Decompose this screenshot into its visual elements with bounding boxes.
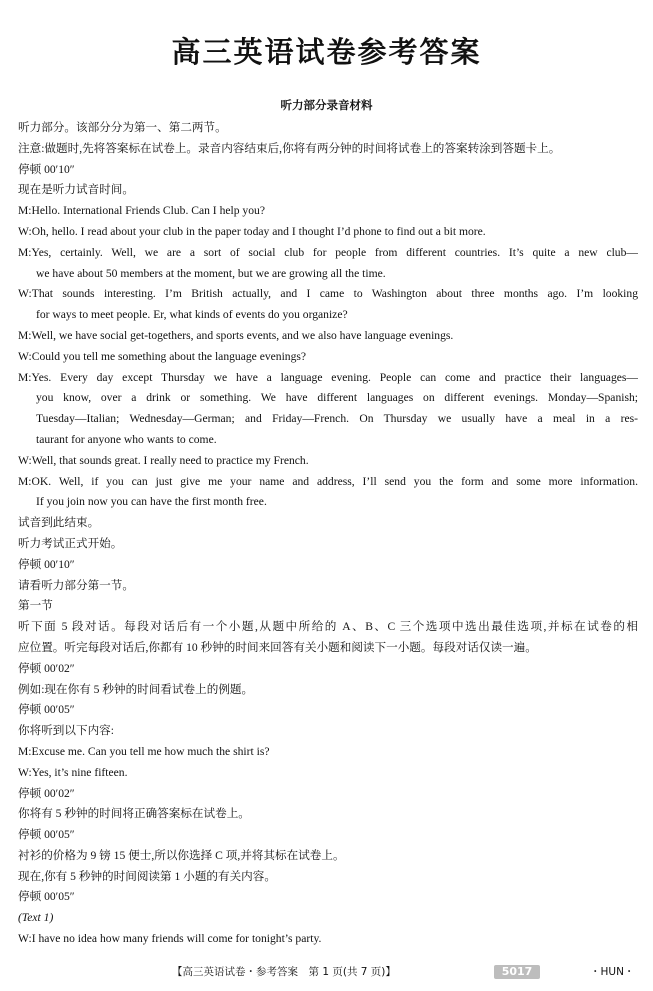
section-subtitle: 听力部分录音材料 [280,98,373,112]
text-line: W:Well, that sounds great. I really need to practice my French. [18,453,309,467]
text-line: (Text 1) [18,911,54,925]
text-line: 第一节 [18,599,53,613]
text-line: 听力考试正式开始。 [18,536,123,550]
text-line: 停顿 00′05″ [18,703,75,717]
text-line: 你将听到以下内容: [18,724,114,738]
document-body [18,118,638,950]
text-line: 请看听力部分第一节。 [18,578,134,592]
page-footer [0,964,653,980]
text-line: 停顿 00′10″ [18,162,75,176]
text-line: taurant for anyone who wants to come. [36,432,217,446]
text-line: 你将有 5 秒钟的时间将正确答案标在试卷上。 [18,807,250,821]
text-line: W:That sounds interesting. I’m British actually, and I came to Washington about three months ago. I’m looking [18,287,638,301]
text-line: M:Hello. International Friends Club. Can I help you? [18,204,265,218]
text-line: 停顿 00′05″ [18,828,75,842]
text-line: 应位置。听完每段对话后,你都有 10 秒钟的时间来回答有关小题和阅读下一小题。每段对话仅读一遍。 [18,640,537,654]
footer-code-badge: 5017 [494,965,540,979]
text-line: 现在,你有 5 秒钟的时间阅读第 1 小题的有关内容。 [18,869,276,883]
text-line: 试音到此结束。 [18,516,100,530]
text-line: 停顿 00′02″ [18,786,75,800]
text-line: W:Yes, it’s nine fifteen. [18,765,128,779]
text-line: M:Excuse me. Can you tell me how much the shirt is? [18,744,270,758]
text-line: W:Could you tell me something about the language evenings? [18,349,307,363]
text-line: 停顿 00′02″ [18,661,75,675]
text-line: 听力部分。该部分分为第一、第二两节。 [18,121,227,134]
text-line: If you join now you can have the first month free. [36,495,267,509]
footer-page-info: 【高三英语试卷・参考答案 第 1 页(共 7 页)】 [172,966,396,978]
text-line: 注意:做题时,先将答案标在试卷上。录音内容结束后,你将有两分钟的时间将试卷上的答案转涂到答题卡上。 [18,141,561,155]
text-line: W:I have no idea how many friends will come for tonight’s party. [18,932,322,946]
text-line: you know, over a drink or something. We have different languages on different evenings. Monday—Spanish; [36,391,638,405]
text-line: 停顿 00′05″ [18,890,75,904]
page-title: 高三英语试卷参考答案 [171,35,482,69]
text-line: 现在是听力试音时间。 [18,183,134,197]
text-line: 听下面 5 段对话。每段对话后有一个小题,从题中所给的 A、B、C 三个选项中选出最佳选项,并标在试卷的相 [18,620,638,634]
text-line: Tuesday—Italian; Wednesday—German; and Friday—French. On Thursday we usually have a meal in a res- [36,412,638,426]
text-line: M:Yes, certainly. Well, we are a sort of social club for people from different countries. It’s quite a new club— [18,245,638,259]
text-line: M:OK. Well, if you can just give me your name and address, I’ll send you the form and some more information. [18,474,638,488]
text-line: we have about 50 members at the moment, but we are growing all the time. [36,266,386,280]
text-line: 停顿 00′10″ [18,557,75,571]
text-line: W:Oh, hello. I read about your club in the paper today and I thought I’d phone to find out a bit more. [18,224,486,238]
text-line: M:Yes. Every day except Thursday we have a language evening. People can come and practice their languages— [18,370,638,384]
footer-tag: ・HUN・ [590,966,635,978]
text-line: 例如:现在你有 5 秒钟的时间看试卷上的例题。 [18,682,254,696]
text-line: M:Well, we have social get-togethers, and sports events, and we also have language evenings. [18,328,454,342]
text-line: 衬衫的价格为 9 镑 15 便士,所以你选择 C 项,并将其标在试卷上。 [18,848,345,862]
text-line: for ways to meet people. Er, what kinds of events do you organize? [36,308,348,322]
